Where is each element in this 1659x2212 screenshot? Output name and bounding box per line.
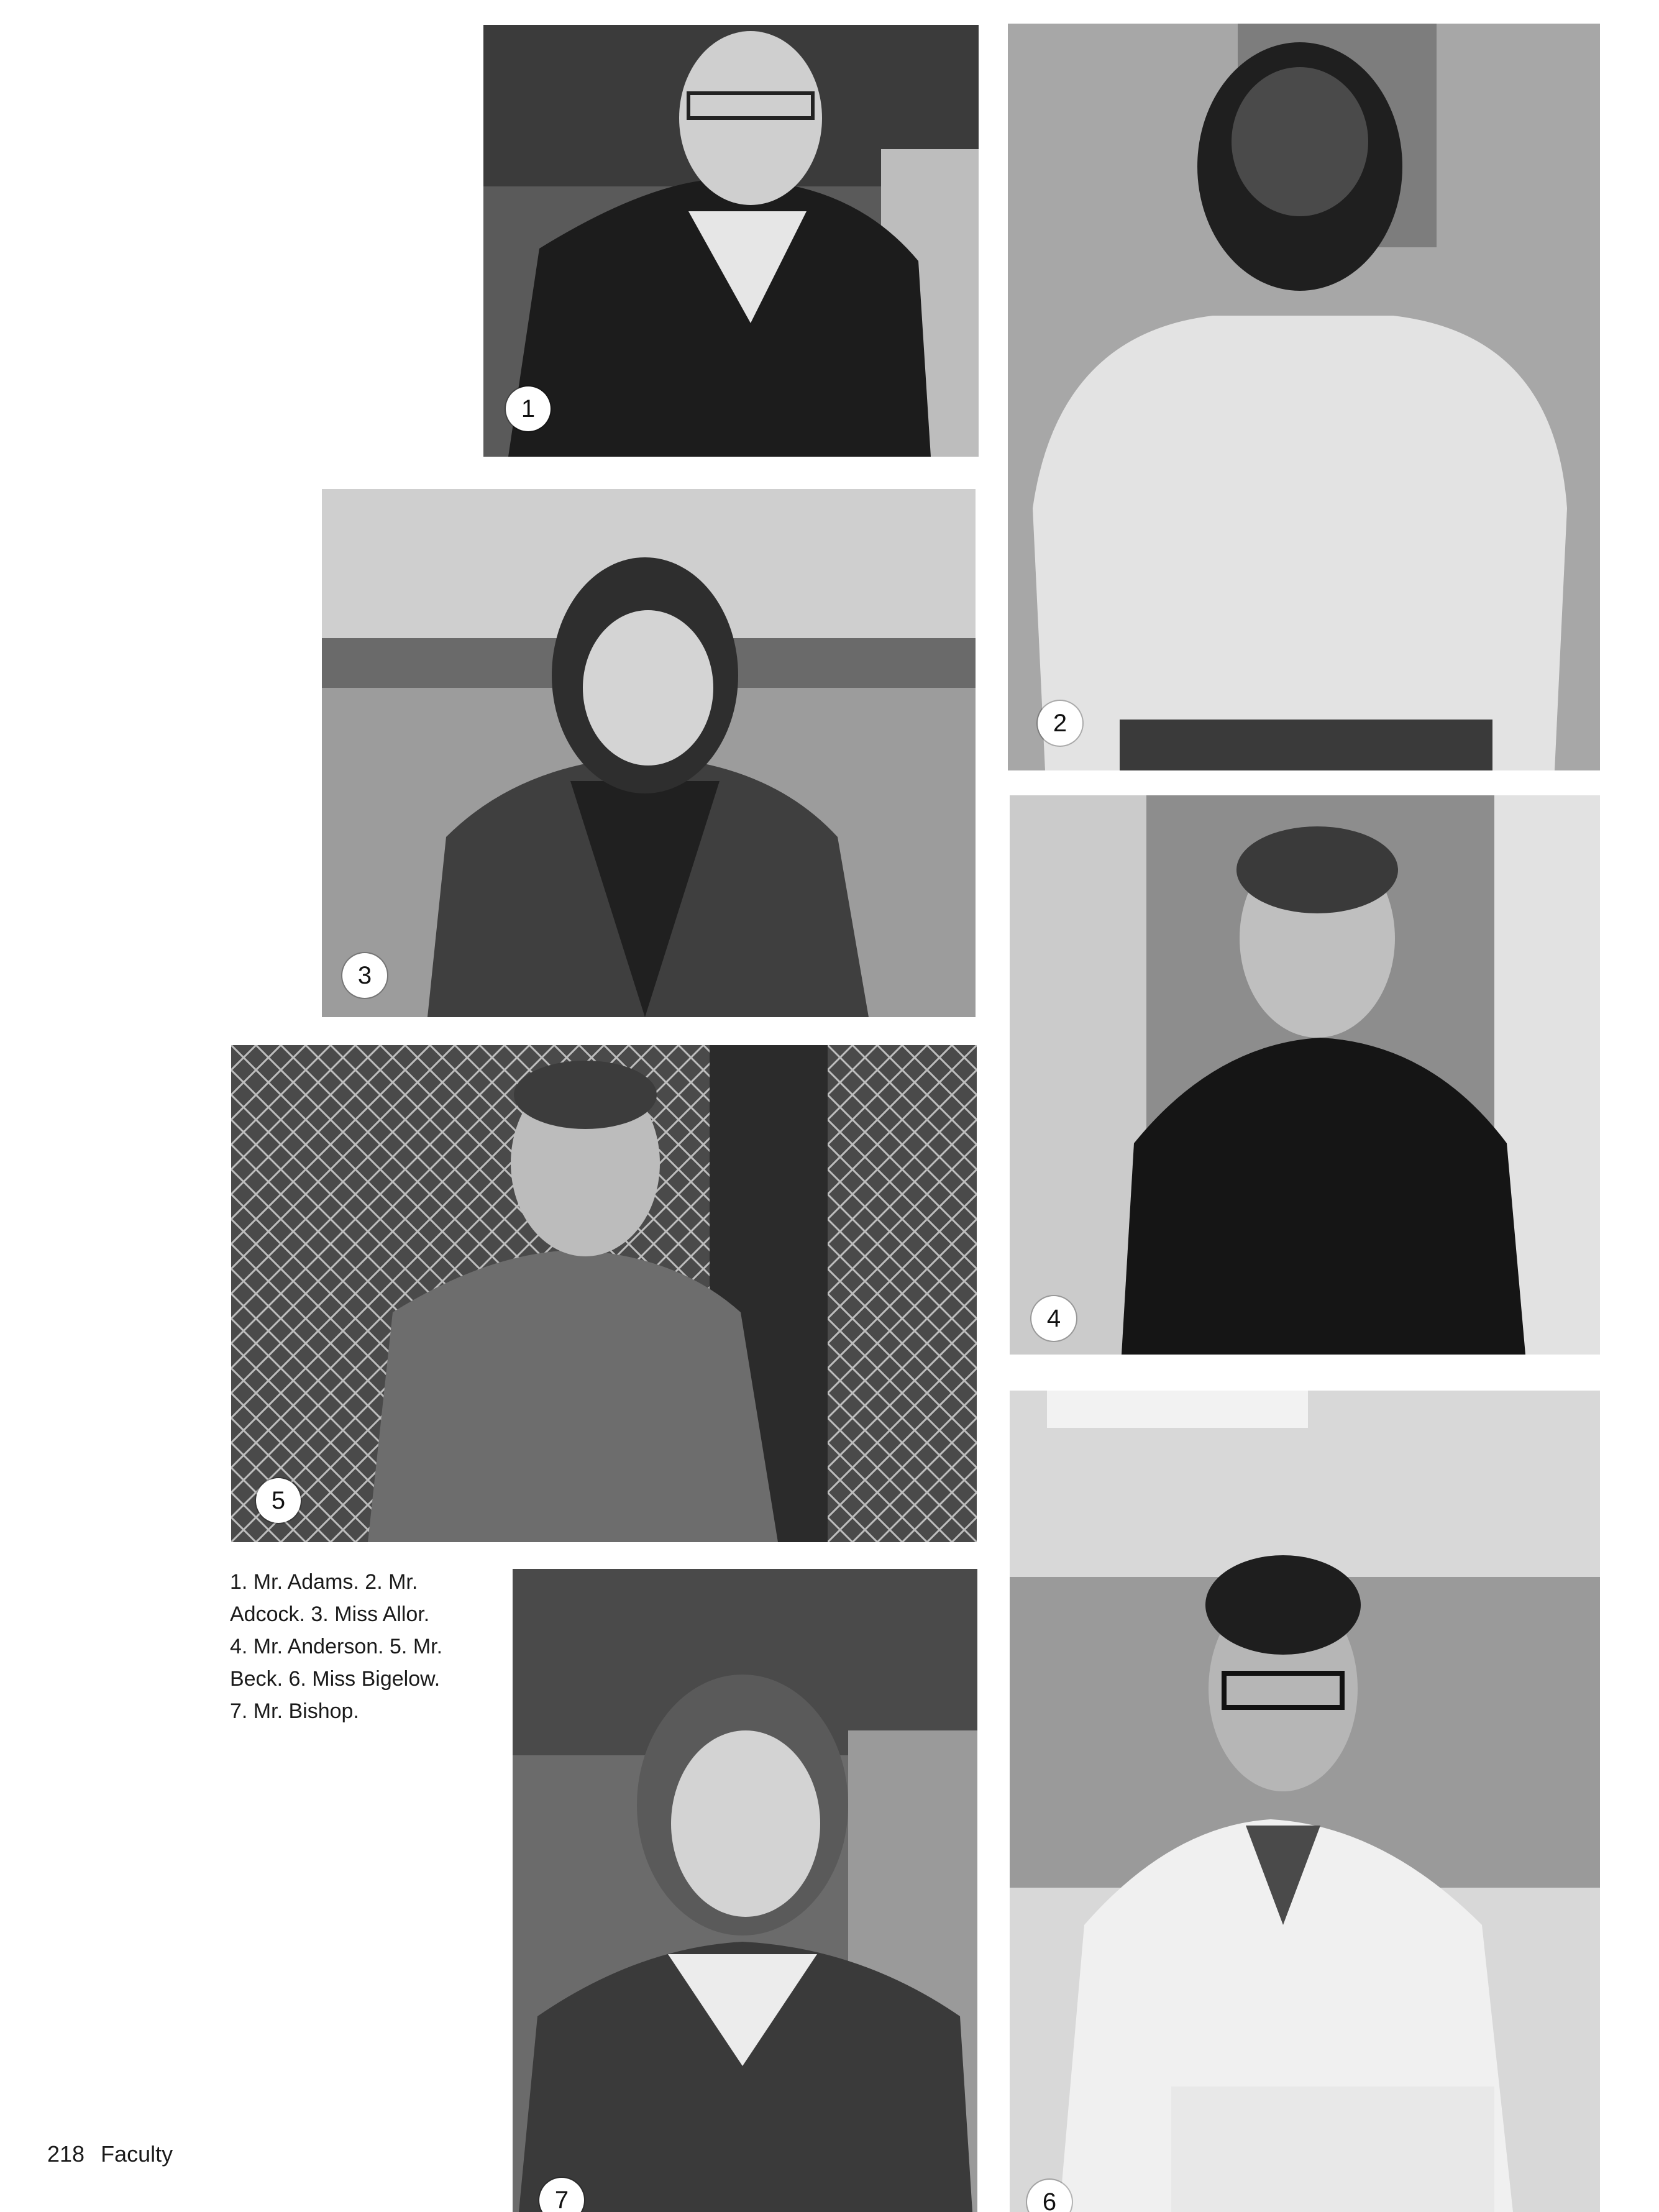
photo-4 xyxy=(1010,795,1600,1355)
photo-5-number: 5 xyxy=(256,1478,301,1523)
photo-2-number: 2 xyxy=(1038,701,1082,746)
photo-4-number: 4 xyxy=(1031,1296,1076,1341)
caption-line: 1. Mr. Adams. 2. Mr. xyxy=(230,1570,418,1594)
photo-7 xyxy=(513,1569,977,2212)
section-title: Faculty xyxy=(101,2141,173,2167)
photo-1-number: 1 xyxy=(506,386,551,431)
photo-6-number: 6 xyxy=(1027,2180,1072,2212)
photo-caption xyxy=(230,1566,491,1727)
caption-line: Adcock. 3. Miss Allor. xyxy=(230,1602,430,1626)
photo-3-portrait xyxy=(322,489,976,1017)
photo-7-number: 7 xyxy=(539,2178,584,2212)
photo-6 xyxy=(1010,1391,1600,2212)
photo-6-portrait xyxy=(1010,1391,1600,2212)
photo-7-portrait xyxy=(513,1569,977,2212)
photo-2-portrait xyxy=(1008,24,1600,770)
caption-line: 4. Mr. Anderson. 5. Mr. xyxy=(230,1635,443,1658)
photo-3 xyxy=(322,489,976,1017)
photo-3-number: 3 xyxy=(342,953,387,998)
caption-line: Beck. 6. Miss Bigelow. xyxy=(230,1667,441,1691)
photo-1 xyxy=(483,25,979,457)
photo-1-portrait xyxy=(483,25,979,457)
photo-2 xyxy=(1008,24,1600,770)
photo-4-portrait xyxy=(1010,795,1600,1355)
page-footer xyxy=(47,2141,173,2167)
photo-5-portrait xyxy=(231,1045,977,1542)
page-number: 218 xyxy=(47,2141,85,2167)
photo-5 xyxy=(231,1045,977,1542)
caption-line: 7. Mr. Bishop. xyxy=(230,1699,359,1723)
